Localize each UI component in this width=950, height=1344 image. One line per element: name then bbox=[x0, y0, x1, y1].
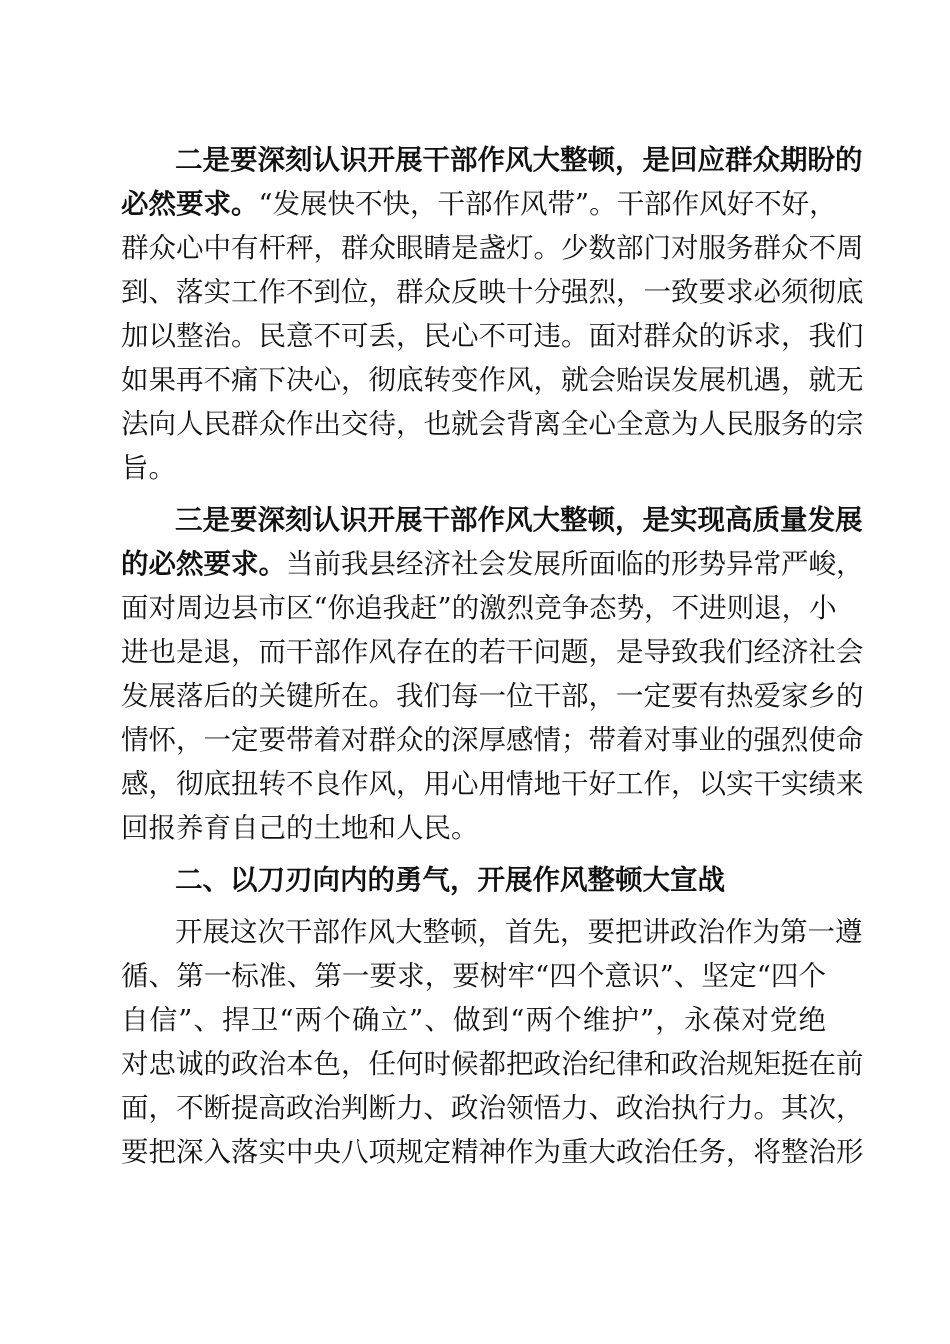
para2-line7: 感，彻底扭转不良作风，用心用情地干好工作，以实干实绩来 bbox=[121, 768, 864, 800]
para2-lead-bold: 三是要深刻认识开展干部作风大整顿，是实现高质量发展 bbox=[175, 504, 863, 536]
para2-line2-text: 当前我县经济社会发展所面临的形势异常严峻， bbox=[286, 548, 864, 580]
para1-line1 bbox=[175, 138, 863, 182]
para1-line2 bbox=[121, 182, 837, 226]
para2-line4: 进也是退，而干部作风存在的若干问题，是导致我们经济社会 bbox=[121, 636, 864, 668]
para3-line6: 要把深入落实中央八项规定精神作为重大政治任务，将整治形 bbox=[121, 1136, 864, 1168]
para2-line5: 发展落后的关键所在。我们每一位干部，一定要有热爱家乡的 bbox=[121, 680, 864, 712]
para1-line3: 群众心中有杆秤，群众眼睛是盏灯。少数部门对服务群众不周 bbox=[121, 232, 864, 264]
para1-line5: 加以整治。民意不可丢，民心不可违。面对群众的诉求，我们 bbox=[121, 320, 864, 352]
para2-line3: 面对周边县市区“你追我赶”的激烈竞争态势，不进则退，小 bbox=[121, 592, 837, 624]
para2-lead-bold-end: 的必然要求。 bbox=[121, 548, 286, 580]
para1-line4: 到、落实工作不到位，群众反映十分强烈，一致要求必须彻底 bbox=[121, 276, 864, 308]
para3-line5: 面，不断提高政治判断力、政治领悟力、政治执行力。其次， bbox=[121, 1092, 864, 1124]
para3-line2: 循、第一标准、第一要求，要树牢“四个意识”、坚定“四个 bbox=[121, 960, 826, 992]
para1-line7: 法向人民群众作出交待，也就会背离全心全意为人民服务的宗 bbox=[121, 408, 864, 440]
para1-lead-bold: 二是要深刻认识开展干部作风大整顿，是回应群众期盼的 bbox=[175, 144, 863, 176]
para1-line8: 旨。 bbox=[121, 452, 176, 484]
para2-line8: 回报养育自己的土地和人民。 bbox=[121, 812, 479, 844]
para2-line2 bbox=[121, 542, 864, 586]
para1-lead-bold-end: 必然要求。 bbox=[121, 188, 259, 220]
para2-line1 bbox=[175, 498, 863, 542]
para1-line6: 如果再不痛下决心，彻底转变作风，就会贻误发展机遇，就无 bbox=[121, 364, 864, 396]
para3-line4: 对忠诚的政治本色，任何时候都把政治纪律和政治规矩挺在前 bbox=[121, 1048, 864, 1080]
para3-line1: 开展这次干部作风大整顿，首先，要把讲政治作为第一遵 bbox=[175, 916, 863, 948]
para3-line3: 自信”、捍卫“两个确立”、做到“两个维护”，永葆对党绝 bbox=[121, 1004, 826, 1036]
para2-line6: 情怀，一定要带着对群众的深厚感情；带着对事业的强烈使命 bbox=[121, 724, 864, 756]
para1-line2-text: “发展快不快，干部作风带”。干部作风好不好， bbox=[258, 188, 837, 220]
section-heading: 二、以刀刃向内的勇气，开展作风整顿大宣战 bbox=[175, 864, 725, 896]
